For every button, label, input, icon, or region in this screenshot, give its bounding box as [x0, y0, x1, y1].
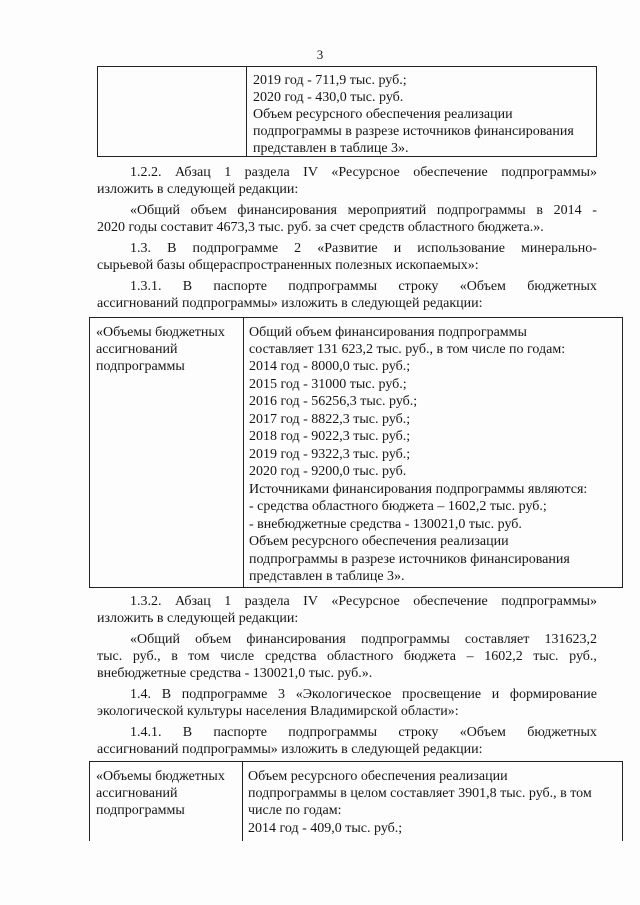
- paragraph-1-4-1-line1: 1.4.1. В паспорте подпрограммы строку «Объем бюджетных: [130, 725, 597, 740]
- cell-line: Объем ресурсного обеспечения реализации: [253, 107, 513, 122]
- cell-line: 2018 год - 9022,3 тыс. руб.;: [249, 429, 411, 444]
- cell-line: ассигнований: [96, 786, 178, 801]
- cell-line: подпрограммы: [96, 803, 185, 818]
- paragraph-1-3-1-line2: ассигнований подпрограммы» изложить в следующей редакции:: [97, 296, 483, 311]
- cell-line: «Объемы бюджетных: [96, 325, 225, 340]
- cell-line: представлен в таблице 3».: [253, 141, 409, 156]
- table-divider: [246, 66, 247, 157]
- cell-line: Объем ресурсного обеспечения реализации: [248, 769, 508, 784]
- paragraph-1-3-line2: сырьевой базы общераспространенных полезных ископаемых»:: [97, 258, 479, 273]
- cell-line: подпрограммы в целом составляет 3901,8 тыс. руб., в том: [248, 786, 592, 801]
- cell-line: подпрограммы в разрезе источников финансирования: [249, 552, 570, 567]
- cell-line: 2020 год - 9200,0 тыс. руб.: [249, 464, 407, 479]
- cell-line: 2016 год - 56256,3 тыс. руб.;: [249, 394, 418, 409]
- cell-line: - средства областного бюджета – 1602,2 тыс. руб.;: [249, 499, 547, 514]
- quote-1-2-2-line1: «Общий объем финансирования мероприятий подпрограммы в 2014 -: [130, 203, 597, 218]
- paragraph-1-3-line1: 1.3. В подпрограмме 2 «Развитие и использование минерально-: [130, 241, 597, 256]
- paragraph-1-4-1-line2: ассигнований подпрограммы» изложить в следующей редакции:: [97, 742, 483, 757]
- quote-1-3-2-line1: «Общий объем финансирования подпрограммы составляет 131623,2: [130, 632, 597, 647]
- paragraph-1-3-2-line2: изложить в следующей редакции:: [97, 611, 299, 626]
- paragraph-1-2-2-line2: изложить в следующей редакции:: [97, 182, 299, 197]
- quote-1-3-2-line2: тыс. руб., в том числе средства областного бюджета – 1602,2 тыс. руб.,: [97, 649, 597, 664]
- cell-line: числе по годам:: [248, 803, 342, 818]
- cell-line: представлен в таблице 3».: [249, 569, 405, 584]
- cell-line: Источниками финансирования подпрограммы являются:: [249, 482, 588, 497]
- cell-line: 2014 год - 8000,0 тыс. руб.;: [249, 359, 411, 374]
- cell-line: 2020 год - 430,0 тыс. руб.: [253, 90, 404, 105]
- paragraph-1-4-line2: экологической культуры населения Владимирской области»:: [97, 704, 459, 719]
- paragraph-1-2-2-line1: 1.2.2. Абзац 1 раздела IV «Ресурсное обеспечение подпрограммы»: [130, 165, 597, 180]
- cell-line: 2014 год - 409,0 тыс. руб.;: [248, 821, 403, 836]
- paragraph-1-3-2-line1: 1.3.2. Абзац 1 раздела IV «Ресурсное обеспечение подпрограммы»: [130, 594, 597, 609]
- cell-line: Объем ресурсного обеспечения реализации: [249, 534, 509, 549]
- cell-line: подпрограммы в разрезе источников финансирования: [253, 124, 574, 139]
- cell-line: 2019 год - 9322,3 тыс. руб.;: [249, 447, 411, 462]
- cell-line: - внебюджетные средства - 130021,0 тыс. руб.: [249, 517, 522, 532]
- cell-line: «Объемы бюджетных: [96, 769, 225, 784]
- cell-line: 2017 год - 8822,3 тыс. руб.;: [249, 412, 411, 427]
- quote-1-3-2-line3: внебюджетные средства - 130021,0 тыс. руб.».: [97, 666, 373, 681]
- cell-line: 2019 год - 711,9 тыс. руб.;: [253, 73, 407, 88]
- paragraph-1-3-1-line1: 1.3.1. В паспорте подпрограммы строку «Объем бюджетных: [130, 279, 597, 294]
- cell-line: Общий объем финансирования подпрограммы: [249, 325, 527, 340]
- cell-line: 2015 год - 31000 тыс. руб.;: [249, 377, 407, 392]
- page-number: 3: [316, 47, 324, 62]
- cell-line: подпрограммы: [96, 359, 185, 374]
- table-divider: [243, 317, 244, 588]
- cell-line: ассигнований: [96, 342, 178, 357]
- table-divider: [242, 761, 243, 841]
- paragraph-1-4-line1: 1.4. В подпрограмме 3 «Экологическое просвещение и формирование: [130, 687, 597, 702]
- quote-1-2-2-line2: 2020 годы составит 4673,3 тыс. руб. за счет средств областного бюджета.».: [97, 220, 544, 235]
- cell-line: составляет 131 623,2 тыс. руб., в том числе по годам:: [249, 342, 566, 357]
